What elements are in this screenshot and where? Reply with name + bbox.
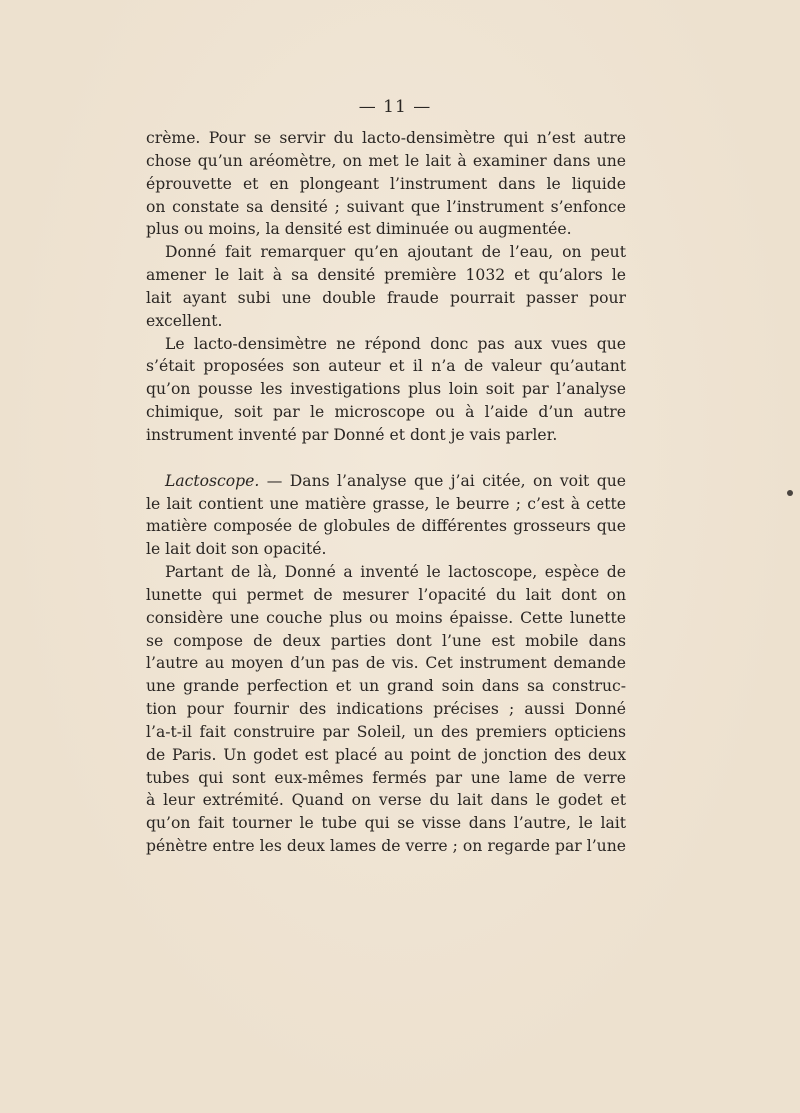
text-line: considère une couche plus ou moins épaisse. Cette lunette (146, 608, 626, 627)
text-line: l’a-t-il fait construire par Soleil, un des premiers opticiens (146, 722, 626, 741)
section-heading-text: — Dans l’analyse que j’ai citée, on voit que (259, 471, 626, 490)
text-line: chimique, soit par le microscope ou à l’aide d’un autre (146, 403, 626, 422)
text-line: plus ou moins, la densité est diminuée ou augmentée. (146, 220, 572, 239)
page-number: — 11 — (358, 97, 432, 117)
text-line: crème. Pour se servir du lacto-densimètre qui n’est autre (146, 129, 626, 147)
text-line: tubes qui sont eux-mêmes fermés par une lame de verre (146, 768, 626, 787)
text-line: qu’on pousse les investigations plus loin soit par l’analyse (146, 380, 626, 399)
section-heading-line (146, 470, 626, 493)
paragraph-gap (146, 447, 626, 470)
body-text (146, 127, 626, 858)
text-line: l’autre au moyen d’un pas de vis. Cet instrument demande (146, 654, 626, 673)
text-line: Le lacto-densimètre ne répond donc pas aux vues que (165, 334, 626, 353)
text-line: on constate sa densité ; suivant que l’instrument s’enfonce (146, 197, 626, 216)
text-line: matière composée de globules de différentes grosseurs que (146, 517, 626, 536)
section-title: Lactoscope. (165, 471, 260, 490)
text-line: Partant de là, Donné a inventé le lactoscope, espèce de (165, 563, 626, 582)
text-line: chose qu’un aréomètre, on met le lait à examiner dans une (146, 151, 626, 170)
text-line: tion pour fournir des indications précises ; aussi Donné (146, 700, 626, 719)
text-line: excellent. (146, 311, 223, 330)
text-line: une grande perfection et un grand soin dans sa construc- (146, 677, 626, 696)
text-line: de Paris. Un godet est placé au point de jonction des deux (146, 745, 626, 764)
text-line: lunette qui permet de mesurer l’opacité du lait dont on (146, 585, 626, 604)
text-line: éprouvette et en plongeant l’instrument dans le liquide (146, 174, 626, 193)
text-line: se compose de deux parties dont l’une est mobile dans (146, 631, 626, 650)
margin-ink-dot (787, 490, 793, 496)
text-line: pénètre entre les deux lames de verre ; on regarde par l’une (146, 837, 626, 856)
text-line: le lait contient une matière grasse, le beurre ; c’est à cette (146, 494, 626, 513)
text-line: lait ayant subi une double fraude pourrait passer pour (146, 288, 626, 307)
text-line: qu’on fait tourner le tube qui se visse dans l’autre, le lait (146, 814, 626, 833)
text-line: à leur extrémité. Quand on verse du lait dans le godet et (146, 791, 626, 810)
text-line: instrument inventé par Donné et dont je vais parler. (146, 425, 558, 444)
text-line: amener le lait à sa densité première 1032 et qu’alors le (146, 266, 626, 285)
text-line: Donné fait remarquer qu’en ajoutant de l’eau, on peut (165, 243, 626, 262)
text-line: le lait doit son opacité. (146, 540, 327, 559)
text-line: s’était proposées son auteur et il n’a de valeur qu’autant (146, 357, 626, 376)
